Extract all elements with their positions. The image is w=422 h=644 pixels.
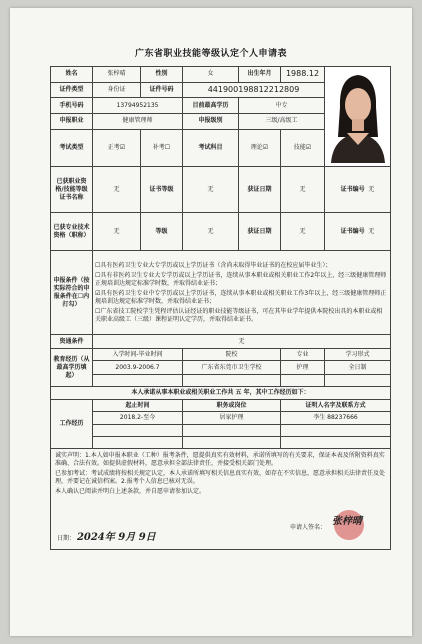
phone-value: 13794952135 xyxy=(93,98,183,114)
edu-row-school: 广东省东莞市卫生学校 xyxy=(183,361,281,375)
application-form-table xyxy=(50,66,391,550)
edu-row-time: 2003.9-2006.7 xyxy=(93,361,183,375)
idtype-label: 证件类型 xyxy=(51,82,93,98)
applicant-signature: 张梓晴 xyxy=(332,516,362,527)
work-row-empty xyxy=(281,425,391,437)
work-row-empty xyxy=(93,425,183,437)
work-row-time: 2018.2-至今 xyxy=(93,412,183,425)
social-label: 资通条件 xyxy=(51,335,93,349)
work-statement: 本人承诺从事本职业或相关职业工作共 五 年，其中工作经历如下： xyxy=(51,387,391,400)
edu-head-major: 专业 xyxy=(281,349,325,361)
condition-item: ☐具有医药卫生专业大专学历或以上学历证书（含尚未取得毕业证书的在校应届毕业生）； xyxy=(95,261,332,269)
gender-value: 女 xyxy=(183,67,239,83)
birth-label: 出生年月 xyxy=(239,67,281,83)
conditions-label: 申报条件（按实际符合的申报条件在☐内打勾） xyxy=(51,251,93,335)
condition-item: ☐广东省技工院校学生凭程评估认证经证的职业技能等级证书，可在其毕业学年提供本院校出具的本职业或相关职业高级工（三级）课程证明认定学历，并取得结业证书。 xyxy=(95,307,383,323)
name-value: 张梓晴 xyxy=(93,67,141,83)
work-row-referee: 李生 88237666 xyxy=(281,412,391,425)
work-row-empty xyxy=(281,437,391,449)
cert1-date-label: 获证日期 xyxy=(239,167,281,213)
cert2-no-label: 证书编号 xyxy=(340,227,365,235)
exam-opt-makeup: 补考☐ xyxy=(141,129,183,167)
application-form-paper xyxy=(10,8,412,636)
date-line xyxy=(57,534,156,543)
work-head-post: 职务或岗位 xyxy=(183,400,281,412)
cert2-no-cell xyxy=(325,213,391,251)
work-row-post: 居家护理 xyxy=(183,412,281,425)
edu-head-time: 入学时间-毕业时间 xyxy=(93,349,183,361)
job-value: 健康管理师 xyxy=(93,113,183,129)
cert2-level: 无 xyxy=(183,213,239,251)
edu-row-form: 全日制 xyxy=(325,361,391,375)
cert1-label: 已获职业资格/技能等级证书名称 xyxy=(51,167,93,213)
condition-item: ☑具有医药卫生专业中专学历或以上学历证书，连续从事本职业或相关职业工作3年以上，经三级健康管理师正规培训达规定标准学时数，并取得结业证书； xyxy=(95,289,387,305)
declaration-para: 诚实声明：1.本人如申报本职业（工种）报考条件，愿提供真实有效材料，承诺所填写的有关要求，保证本表及所附资料真实准确、合法有效。如提供虚假材料，愿意承担全部法律责任，并接受相关部门处理。 xyxy=(55,452,385,467)
idtype-value: 身份证 xyxy=(93,82,141,98)
cert1-no-cell xyxy=(325,167,391,213)
cert2-date-label: 获证日期 xyxy=(239,213,281,251)
work-history-label: 工作经历 xyxy=(51,400,93,449)
date-label: 日期： xyxy=(57,535,76,542)
edu-row-empty xyxy=(93,375,183,387)
work-row-empty xyxy=(183,425,281,437)
subject-label: 考试科目 xyxy=(183,129,239,167)
cert1-date: 无 xyxy=(281,167,325,213)
conditions-list xyxy=(93,251,391,335)
cert2-label: 已获专业技术资格（职称） xyxy=(51,213,93,251)
name-label: 姓名 xyxy=(51,67,93,83)
gender-label: 性别 xyxy=(141,67,183,83)
cert1-level-label: 证书等级 xyxy=(141,167,183,213)
date-value: 2024年 9月 9日 xyxy=(76,532,156,543)
subject-opt-theory: 理论☑ xyxy=(239,129,281,167)
job-label: 申报职业 xyxy=(51,113,93,129)
idno-value: 441900198812212809 xyxy=(183,82,325,98)
edu-row-empty xyxy=(281,375,325,387)
condition-item: ☐具有非医药卫生专业大专学历或以上学历证书，连续从事本职业或相关职业工作2年以上，经三级健康管理师正规培训达规定标准学时数，并取得结业证书； xyxy=(95,271,387,287)
declaration-para: 本人确认已阅读并明白上述条款，并自愿申请参加认定。 xyxy=(55,488,206,495)
work-row-empty xyxy=(93,437,183,449)
subject-opt-skill: 技能☑ xyxy=(281,129,325,167)
cert1-no: 无 xyxy=(368,185,375,193)
idno-label: 证件号码 xyxy=(141,82,183,98)
exam-opt-regular: 正考☑ xyxy=(93,129,141,167)
signature-area xyxy=(55,498,386,546)
edu-label: 目前最高学历 xyxy=(183,98,239,114)
applicant-portrait-image xyxy=(325,67,391,163)
work-head-time: 起止时间 xyxy=(93,400,183,412)
birth-value: 1988.12 xyxy=(281,67,325,83)
work-head-referee: 证明人名字及联系方式 xyxy=(281,400,391,412)
social-value: 无 xyxy=(93,335,391,349)
declaration-para: 已参加考试：考试成绩将按相关规定认定，本人承诺所填写相关信息真实有效，如存在不实信息，愿意承担相关法律责任及处理，并要记在诚信档案。2.报考个人信息已核对无误。 xyxy=(55,470,386,485)
applicant-signature-label: 申请人签名： xyxy=(289,524,326,531)
phone-label: 手机号码 xyxy=(51,98,93,114)
applicant-photo xyxy=(325,67,391,167)
level-value: 三级/高级工 xyxy=(239,113,325,129)
cert2-no: 无 xyxy=(368,227,375,235)
exam-label: 考试类型 xyxy=(51,129,93,167)
cert2-level-label: 等级 xyxy=(141,213,183,251)
edu-row-empty xyxy=(183,375,281,387)
cert1-no-label: 证书编号 xyxy=(340,185,365,193)
cert2-date: 无 xyxy=(281,213,325,251)
form-title: 广东省职业技能等级认定个人申请表 xyxy=(134,49,287,59)
cert2-name: 无 xyxy=(93,213,141,251)
cert1-name: 无 xyxy=(93,167,141,213)
work-row-empty xyxy=(183,437,281,449)
edu-history-label: 教育经历（从最高学历填起） xyxy=(51,349,93,387)
edu-head-school: 院校 xyxy=(183,349,281,361)
level-label: 申报级别 xyxy=(183,113,239,129)
edu-row-major: 护理 xyxy=(281,361,325,375)
edu-value: 中专 xyxy=(239,98,325,114)
cert1-level: 无 xyxy=(183,167,239,213)
declaration-cell xyxy=(51,449,391,550)
edu-head-form: 学习形式 xyxy=(325,349,391,361)
edu-row-empty xyxy=(325,375,391,387)
